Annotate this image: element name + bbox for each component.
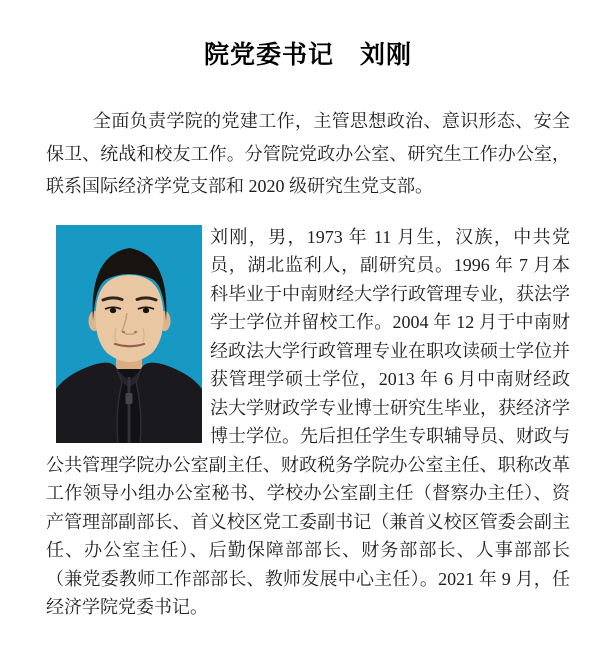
zipper-pull — [126, 393, 133, 404]
bio-section — [46, 223, 570, 622]
portrait-photo — [56, 225, 202, 443]
eye-left — [110, 307, 116, 312]
bio-paragraph: 刘刚，男，1973 年 11 月生，汉族，中共党员，湖北监利人，副研究员。1996 年 7 月本科毕业于中南财经大学行政管理专业，获法学学士学位并留校工作。2004 年 12 月于中南财经政法大学行政管理专业在职攻读硕士学位并获管理学硕士学位，2013 年 6 月中南财经政法大学财政学专业博士研究生毕业，获经济学博士学位。先后担任学生专职辅导员、财政与公共管理学院办公室副主任、财政税务学院办公室主任、职称改革工作领导小组办公室秘书、学校办公室副主任（督察办主任）、资产管理部副部长、首义校区党工委副书记（兼首义校区管委会副主任、办公室主任）、后勤保障部部长、财务部部长、人事部部长（兼党委教师工作部部长、教师发展中心主任）。2021 年 9 月，任经济学院党委书记。 — [46, 226, 570, 617]
face — [96, 275, 164, 362]
zipper — [128, 377, 131, 443]
page-title: 院党委书记 刘刚 — [203, 41, 412, 69]
nostril-right — [134, 330, 137, 332]
eye-right — [143, 307, 149, 312]
duties-paragraph: 全面负责学院的党建工作，主管思想政治、意识形态、安全保卫、统战和校友工作。分管院党政办公室、研究生工作办公室，联系国际经济学党支部和 2020 级研究生党支部。 — [46, 111, 570, 196]
document-content — [46, 41, 570, 622]
portrait-photo-image — [56, 225, 202, 443]
nostril-left — [122, 330, 125, 332]
